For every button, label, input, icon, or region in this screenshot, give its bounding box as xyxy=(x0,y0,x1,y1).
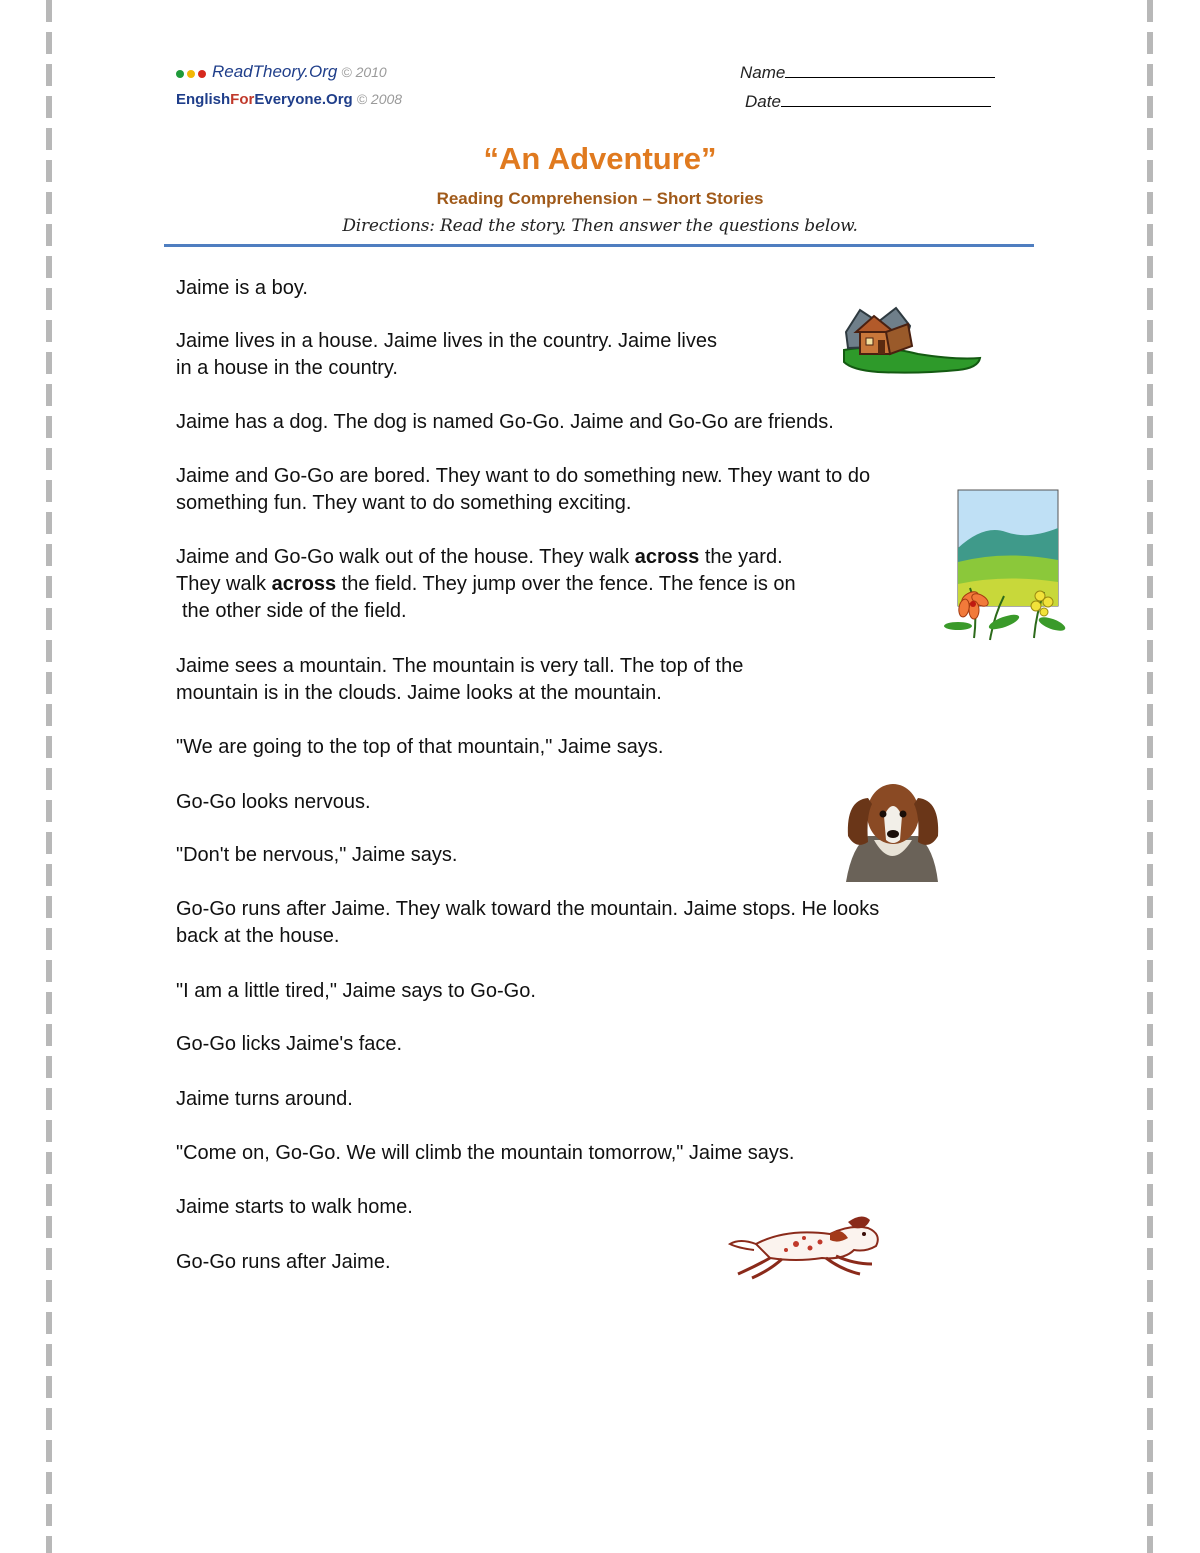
paragraph-line: They walk across the field. They jump over the fence. The fence is on xyxy=(176,573,796,595)
paragraph: "We are going to the top of that mountain," Jaime says. xyxy=(176,736,664,758)
paragraph-line: Jaime lives in a house. Jaime lives in the country. Jaime lives xyxy=(176,330,717,352)
name-blank xyxy=(785,61,995,78)
story-subtitle: Reading Comprehension – Short Stories xyxy=(436,189,764,208)
paragraph: "I am a little tired," Jaime says to Go-Go. xyxy=(176,980,536,1002)
paragraph xyxy=(176,544,796,625)
house-clipart-icon xyxy=(838,302,984,380)
dog-portrait-clipart-icon xyxy=(838,776,948,882)
readtheory-label: ReadTheory.Org xyxy=(212,62,338,81)
englishforeveryone-brand xyxy=(176,91,402,108)
paragraph-line: the other side of the field. xyxy=(182,600,407,622)
name-label: Name xyxy=(740,63,786,82)
efe-everyone: Everyone.Org xyxy=(254,91,353,108)
date-blank xyxy=(781,90,991,107)
story-title: “An Adventure” xyxy=(483,141,717,176)
paragraph-line: mountain is in the clouds. Jaime looks at the mountain. xyxy=(176,682,662,704)
paragraph: "Don't be nervous," Jaime says. xyxy=(176,844,458,866)
paragraph xyxy=(176,463,870,517)
paragraph-line: in a house in the country. xyxy=(176,357,398,379)
paragraph: Jaime has a dog. The dog is named Go-Go. Jaime and Go-Go are friends. xyxy=(176,411,834,433)
efe-english: English xyxy=(176,91,231,108)
name-field xyxy=(740,61,995,83)
paragraph xyxy=(176,328,717,382)
paragraph: Go-Go looks nervous. xyxy=(176,791,371,813)
readtheory-brand xyxy=(176,62,387,82)
efe-year: © 2008 xyxy=(356,91,403,107)
paragraph: Go-Go licks Jaime's face. xyxy=(176,1033,403,1055)
paragraph: Go-Go runs after Jaime. xyxy=(176,1251,391,1273)
paragraph: Jaime turns around. xyxy=(176,1088,353,1110)
paragraph-line: Jaime and Go-Go walk out of the house. They walk across the yard. xyxy=(176,546,783,568)
running-dog-clipart-icon xyxy=(726,1204,884,1280)
date-field xyxy=(745,90,991,112)
paragraph: Jaime is a boy. xyxy=(176,277,308,299)
bold-word: across xyxy=(634,546,700,568)
landscape-flowers-clipart-icon xyxy=(944,488,1074,642)
paragraph xyxy=(176,653,743,707)
date-label: Date xyxy=(745,92,781,111)
paragraph-line: back at the house. xyxy=(176,925,340,947)
readtheory-year: © 2010 xyxy=(341,64,387,80)
header-rule xyxy=(164,244,1034,247)
paragraph-line: Jaime sees a mountain. The mountain is very tall. The top of the xyxy=(176,655,744,677)
traffic-dots-icon xyxy=(176,65,209,82)
paragraph-line: something fun. They want to do something exciting. xyxy=(176,492,632,514)
paragraph xyxy=(176,896,879,950)
bold-word: across xyxy=(271,573,337,595)
efe-for: For xyxy=(230,91,255,108)
directions: Directions: Read the story. Then answer the questions below. xyxy=(342,216,858,236)
paragraph-line: Jaime and Go-Go are bored. They want to do something new. They want to do xyxy=(176,465,871,487)
paragraph-line: Go-Go runs after Jaime. They walk toward the mountain. Jaime stops. He looks xyxy=(176,898,880,920)
paragraph: "Come on, Go-Go. We will climb the mountain tomorrow," Jaime says. xyxy=(176,1142,795,1164)
paragraph: Jaime starts to walk home. xyxy=(176,1196,413,1218)
